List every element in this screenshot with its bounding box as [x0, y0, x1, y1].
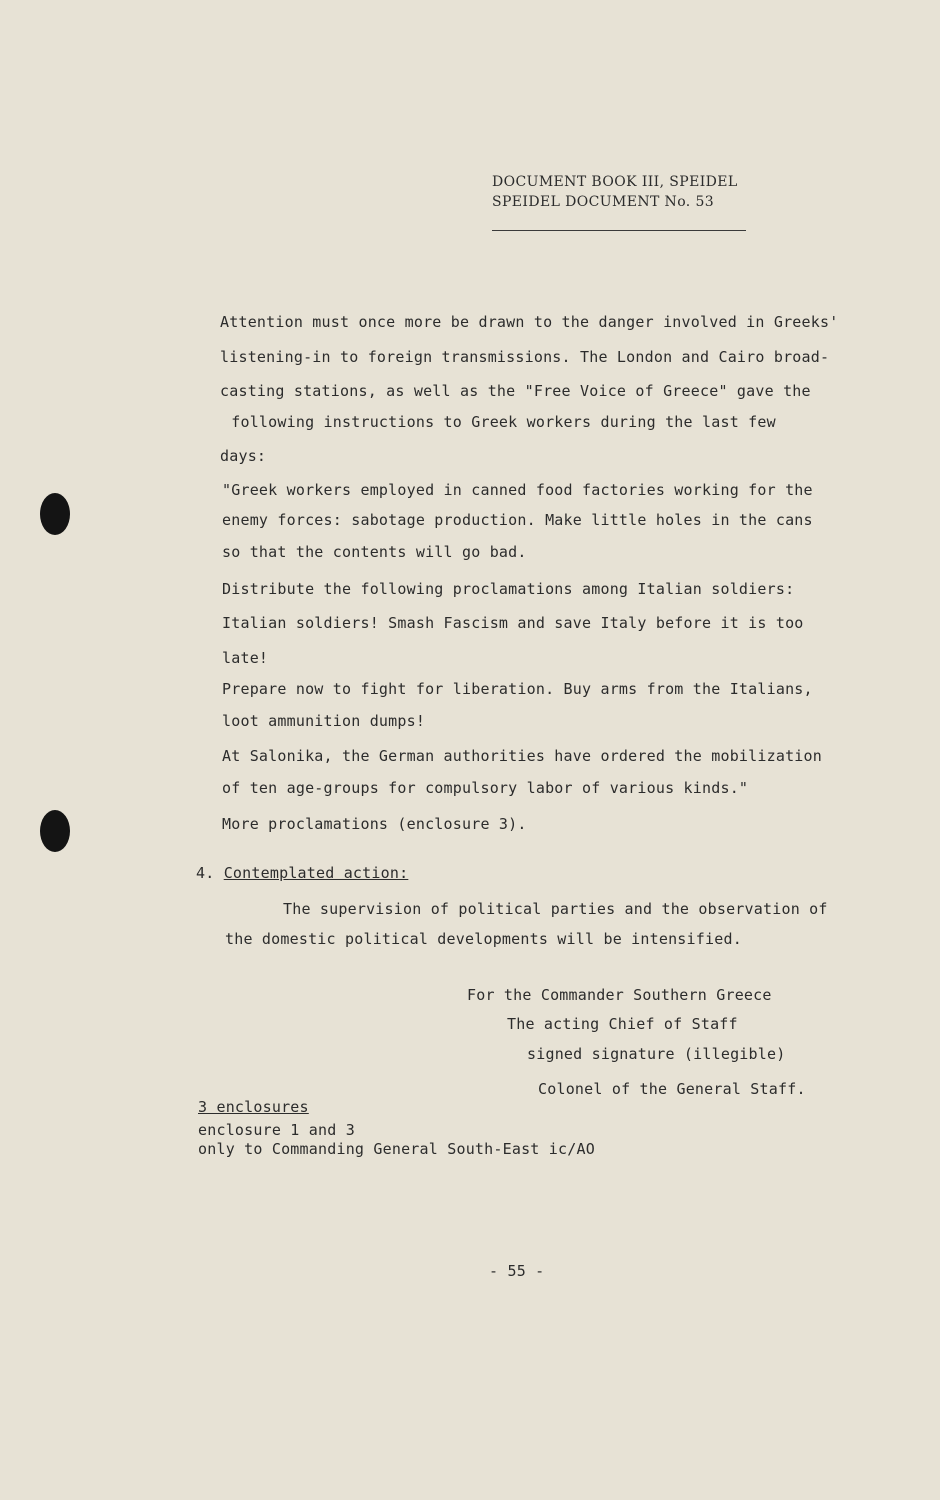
signature-line: Colonel of the General Staff.	[538, 1080, 806, 1098]
quote-line: "Greek workers employed in canned food factories working for the	[222, 481, 813, 499]
paragraph-line: casting stations, as well as the "Free Voice of Greece" gave the	[220, 382, 811, 400]
quote-line: late!	[222, 649, 269, 667]
enclosures-title: 3 enclosures	[198, 1098, 309, 1116]
punch-hole-bottom	[40, 810, 70, 852]
paragraph-line: listening-in to foreign transmissions. The London and Cairo broad-	[220, 348, 830, 366]
section-title: Contemplated action:	[223, 864, 409, 882]
enclosures-line: enclosure 1 and 3	[198, 1121, 355, 1139]
quote-line: enemy forces: sabotage production. Make little holes in the cans	[222, 511, 813, 529]
paragraph-line: following instructions to Greek workers during the last few	[222, 413, 776, 431]
header-rule	[492, 230, 746, 231]
quote-line: loot ammunition dumps!	[222, 712, 426, 730]
page-number: - 55 -	[489, 1262, 545, 1280]
header-line-1: DOCUMENT BOOK III, SPEIDEL	[492, 174, 738, 190]
section-number: 4.	[196, 864, 215, 882]
signature-line: signed signature (illegible)	[527, 1045, 786, 1063]
quote-line: so that the contents will go bad.	[222, 543, 527, 561]
enclosures-line: only to Commanding General South-East ic/AO	[198, 1140, 595, 1158]
section-line: The supervision of political parties and the observation of	[283, 900, 828, 918]
quote-line: More proclamations (enclosure 3).	[222, 815, 527, 833]
signature-line: For the Commander Southern Greece	[467, 986, 772, 1004]
section-line: the domestic political developments will be intensified.	[225, 930, 742, 948]
paragraph-line: days:	[220, 447, 267, 465]
paragraph-line: Attention must once more be drawn to the danger involved in Greeks'	[220, 313, 839, 331]
quote-line: Prepare now to fight for liberation. Buy arms from the Italians,	[222, 680, 813, 698]
header-line-2: SPEIDEL DOCUMENT No. 53	[492, 194, 715, 210]
section-heading	[196, 864, 408, 882]
quote-line: At Salonika, the German authorities have ordered the mobilization	[222, 747, 822, 765]
quote-line: Italian soldiers! Smash Fascism and save Italy before it is too	[222, 614, 804, 632]
quote-line: Distribute the following proclamations among Italian soldiers:	[222, 580, 795, 598]
quote-line: of ten age-groups for compulsory labor of various kinds."	[222, 779, 749, 797]
signature-line: The acting Chief of Staff	[507, 1015, 738, 1033]
punch-hole-top	[40, 493, 70, 535]
